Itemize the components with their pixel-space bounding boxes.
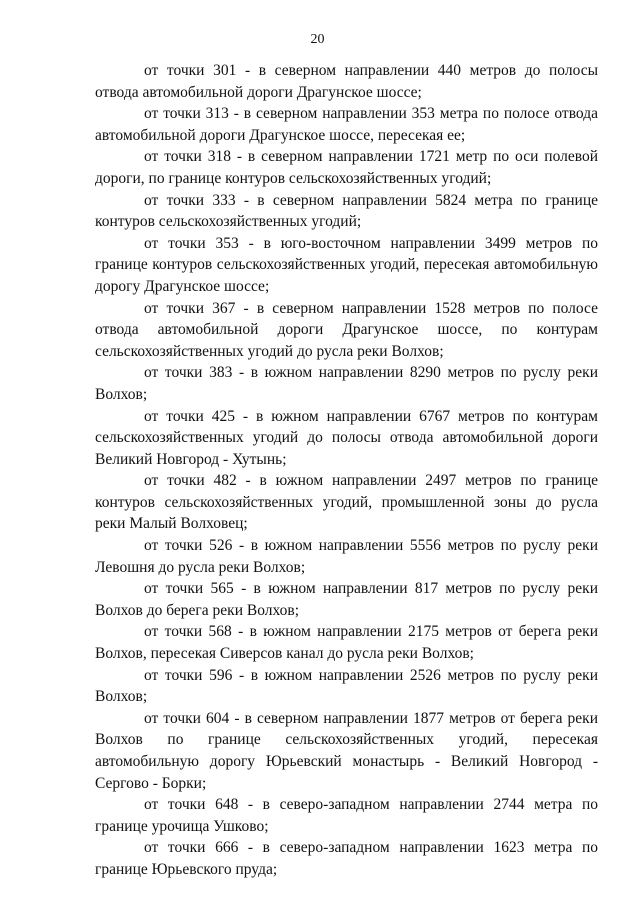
boundary-paragraph: от точки 568 - в южном направлении 2175 метров от берега реки Волхов, пересекая Сиверсов канал до русла реки Волхов; [95, 623, 598, 663]
boundary-paragraph: от точки 353 - в юго-восточном направлении 3499 метров по границе контуров сельскохозяйственных угодий, пересекая автомобильную дорогу Драгунское шоссе; [95, 234, 598, 295]
boundary-paragraph: от точки 301 - в северном направлении 440 метров до полосы отвода автомобильной дороги Драгунское шоссе; [95, 62, 598, 101]
boundary-paragraph: от точки 565 - в южном направлении 817 метров по руслу реки Волхов до берега реки Волхов; [95, 580, 598, 619]
page-number: 20 [310, 32, 325, 47]
boundary-paragraph: от точки 596 - в южном направлении 2526 метров по руслу реки Волхов; [95, 666, 598, 706]
boundary-paragraph: от точки 313 - в северном направлении 353 метра по полосе отвода автомобильной дороги Драгунское шоссе, пересекая ее; [95, 105, 598, 144]
boundary-paragraph: от точки 526 - в южном направлении 5556 метров по руслу реки Левошня до русла реки Волхов; [95, 537, 598, 576]
boundary-paragraph: от точки 425 - в южном направлении 6767 метров по контурам сельскохозяйственных угодий до полосы отвода автомобильной дороги Великий Новгород - Хутынь; [95, 407, 598, 468]
document-body [95, 60, 598, 881]
boundary-paragraph: от точки 333 - в северном направлении 5824 метра по границе контуров сельскохозяйственных угодий; [95, 191, 598, 231]
boundary-paragraph: от точки 383 - в южном направлении 8290 метров по руслу реки Волхов; [95, 364, 598, 403]
boundary-paragraph: от точки 648 - в северо-западном направлении 2744 метра по границе урочища Ушково; [95, 796, 598, 835]
boundary-paragraph: от точки 318 - в северном направлении 1721 метр по оси полевой дороги, по границе контуров сельскохозяйственных угодий; [95, 148, 598, 187]
boundary-paragraph: от точки 367 - в северном направлении 1528 метров по полосе отвода автомобильной дороги Драгунское шоссе, по контурам сельскохозяйственных угодий до русла реки Волхов; [95, 299, 598, 360]
boundary-paragraph: от точки 666 - в северо-западном направлении 1623 метра по границе Юрьевского пруда; [95, 839, 598, 878]
boundary-paragraph: от точки 604 - в северном направлении 1877 метров от берега реки Волхов по границе сельскохозяйственных угодий, пересекая автомобильную дорогу Юрьевский монастырь - Великий Новгород - Сергово - Борки; [95, 709, 598, 792]
boundary-paragraph: от точки 482 - в южном направлении 2497 метров по границе контуров сельскохозяйственных угодий, промышленной зоны до русла реки Малый Волховец; [95, 472, 598, 533]
